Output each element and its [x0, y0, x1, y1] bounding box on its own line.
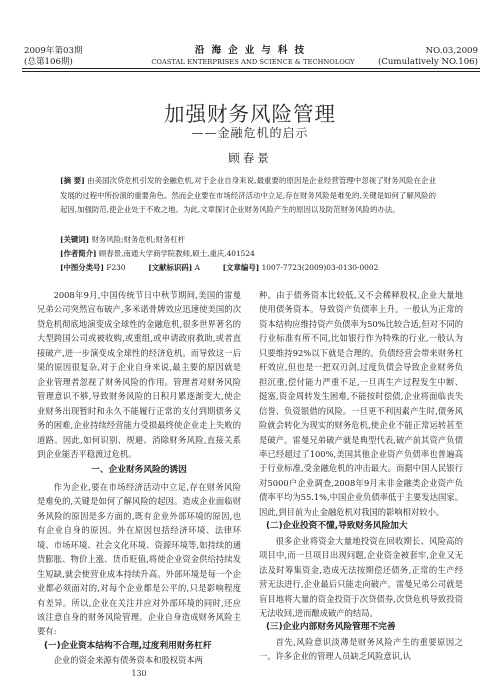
intro-paragraph: 2008年9月,中国传统节日中秋节期间,美国的雷曼兄弟公司突然宣布破产,多米诺骨牌效应迅速使美国的次贷危机彻底地演变成全球性的金融危机,很多世界著名的大型跨国公司或被收购,或重组,或申请政府救助,或者直接破产,进一步演变成全球性的经济危机。而导致这一后果的原因很复杂,对于企业自身来说,最主要的原因就是企业管理者忽视了财务风险的作用。管理者对财务风险管理意识不够,导致财务风险的日积月累逐渐变大,使企业财务出现暂时和永久不能履行正常的支付到期债务义务的困难,企业持续经营能力受损最终使企业走上失败的道路。因此,如何识别、规避、消除财务风险,直接关系到企业能否平稳渡过危机。	[37, 290, 241, 459]
issue-number: 2009年第03期	[24, 46, 83, 56]
subsection-heading-3: (三)企业内部财务风险管理不完善	[265, 622, 396, 633]
classification-line	[60, 263, 440, 273]
doc-id-value: 1007-7723(2009)03-0130-0002	[261, 263, 379, 272]
keywords-text: 财务风险;财务危机;财务杠杆	[91, 235, 186, 244]
header-rule-thick	[22, 68, 480, 69]
journal-issue-info-english	[378, 46, 478, 67]
page-number: 130	[131, 669, 147, 678]
keywords-line	[60, 235, 440, 245]
journal-name-english: COASTAL ENTERPRISES AND SCIENCE & TECHNOLOGY	[151, 57, 355, 66]
clc-label: [中图分类号]	[60, 263, 104, 272]
abstract	[60, 174, 436, 218]
article-title: 加强财务风险管理	[164, 102, 336, 126]
body-right-column	[259, 288, 463, 664]
clc-value: F230	[106, 263, 126, 272]
abstract-label: [摘 要]	[60, 176, 85, 185]
journal-name-chinese: 沿海企业与科技	[194, 45, 312, 56]
header-rule-thin	[22, 71, 480, 72]
causes-paragraph: 作为企业,要在市场经济活动中立足,存在财务风险是难免的,关键是如何了解风险的起因。造成企业面临财务风险的原因是多方面的,既有企业外部环境的原因,也有企业自身的原因。外在原因包括经济环境、法律环境、市场环境、社会文化环境、资源环境等,如持续的通货膨胀、物价上涨、货币贬值,将使企业资金供给持续发生短缺,就会使营业成本持续升高。外部环境是每一个企业都必须面对的,对每个企业都是公平的,只是影响程度有差异。所以,企业在关注并应对外部环境的同时,还应该注意自身的财务风险管理。企业自身造成财务风险主要有:	[37, 481, 241, 637]
investment-paragraph: 很多企业将资金大量地投资在回收期长、风险高的项目中,而一旦项目出现问题,企业资金被套牢,企业又无法及时筹集资金,造成无法按期偿还债务,正常的生产经营无法进行,企业最后只能走向破产。雷曼兄弟公司就是盲目地将大量的资金投资于次贷债券,次贷危机导致投资无法收回,进而酿成破产的结局。	[259, 535, 463, 618]
body-left-column	[37, 288, 241, 668]
capital-structure-paragraph: 企业的资金来源有债务资本和股权资本两	[53, 655, 203, 666]
article-subtitle: ——金融危机的启示	[191, 126, 309, 140]
issue-number-english: NO.03,2009	[425, 46, 478, 56]
journal-name	[122, 46, 384, 67]
debt-ratio-paragraph: 种。由于债务资本比较低,又不会稀释股权,企业大量地使用债务资本。导致资产负债率上升。一般认为正常的资本结构应维持资产负债率为50%比较合适,但对不同的行业标准有所不同,比如银行作为特殊的行业,一般认为只要维持92%以下就是合理的。负债经营会带来财务杠杆效应,但也是一把双刃剑,过度负债会导致企业财务负担沉重,偿付能力严重不足,一旦再生产过程发生中断、挺塞,资金周转发生困难,不能按时偿债,企业将面临丧失信誉、负资银借的风险。一旦更不利因素产生时,债务风险就会转化为现实的财务危机,使企业不能正常运转甚至是破产。雷曼兄弟破产就是典型代表,破产前其资产负债率已经超过了100%,美国其他企业资产负债率也普遍高于行业标准,受金融危机的冲击最大。而据中国人民银行对5000户企业调查,2008年9月末非金融类企业资产负债率平均为55.1%,中国企业负债率低于主要发达国家。因此,到目前为止金融危机对我国的影响相对较小。	[259, 290, 463, 517]
journal-issue-info	[24, 46, 83, 67]
author-info-text: 顾春景,南通大学商学院教师,硕士,重庆,401524	[98, 249, 255, 258]
author-info-label: [作者简介]	[60, 249, 97, 258]
doc-code-value: A	[194, 263, 200, 272]
subsection-heading-2: (二)企业投资不懂,导致财务风险加大	[265, 521, 408, 532]
article-author: 顾春景	[228, 151, 272, 165]
internal-management-paragraph: 首先,风险意识淡薄是财务风险产生的重要原因之一。许多企业的管理人员缺乏风险意识,认	[259, 636, 463, 662]
doc-id-label: [文章编号]	[222, 263, 260, 272]
author-info-line	[60, 249, 440, 259]
keywords-label: [关键词]	[60, 235, 90, 244]
section-heading-1: 一、企业财务风险的诱因	[91, 465, 187, 476]
subsection-heading-1: (一)企业资本结构不合理,过度利用财务杠杆	[43, 640, 212, 651]
cumulative-issue-number: (总第106期)	[24, 56, 73, 67]
abstract-text: 由美国次贷危机引发的金融危机,对于企业自身来说,最重要的原因是企业经营管理中忽视了财务风险在企业发展的过程中所扮演的重要角色。然而企业要在市场经济活动中立足,存在财务风险是难免的,关键是如何了解风险的起因,加强防范,使企业处于不败之地。为此,文章探讨企业财务风险产生的原因以及防范财务风险的办法。	[60, 176, 436, 215]
cumulative-number-english: (Cumulatively NO.106)	[377, 56, 478, 67]
doc-code-label: [文献标识码]	[148, 263, 193, 272]
